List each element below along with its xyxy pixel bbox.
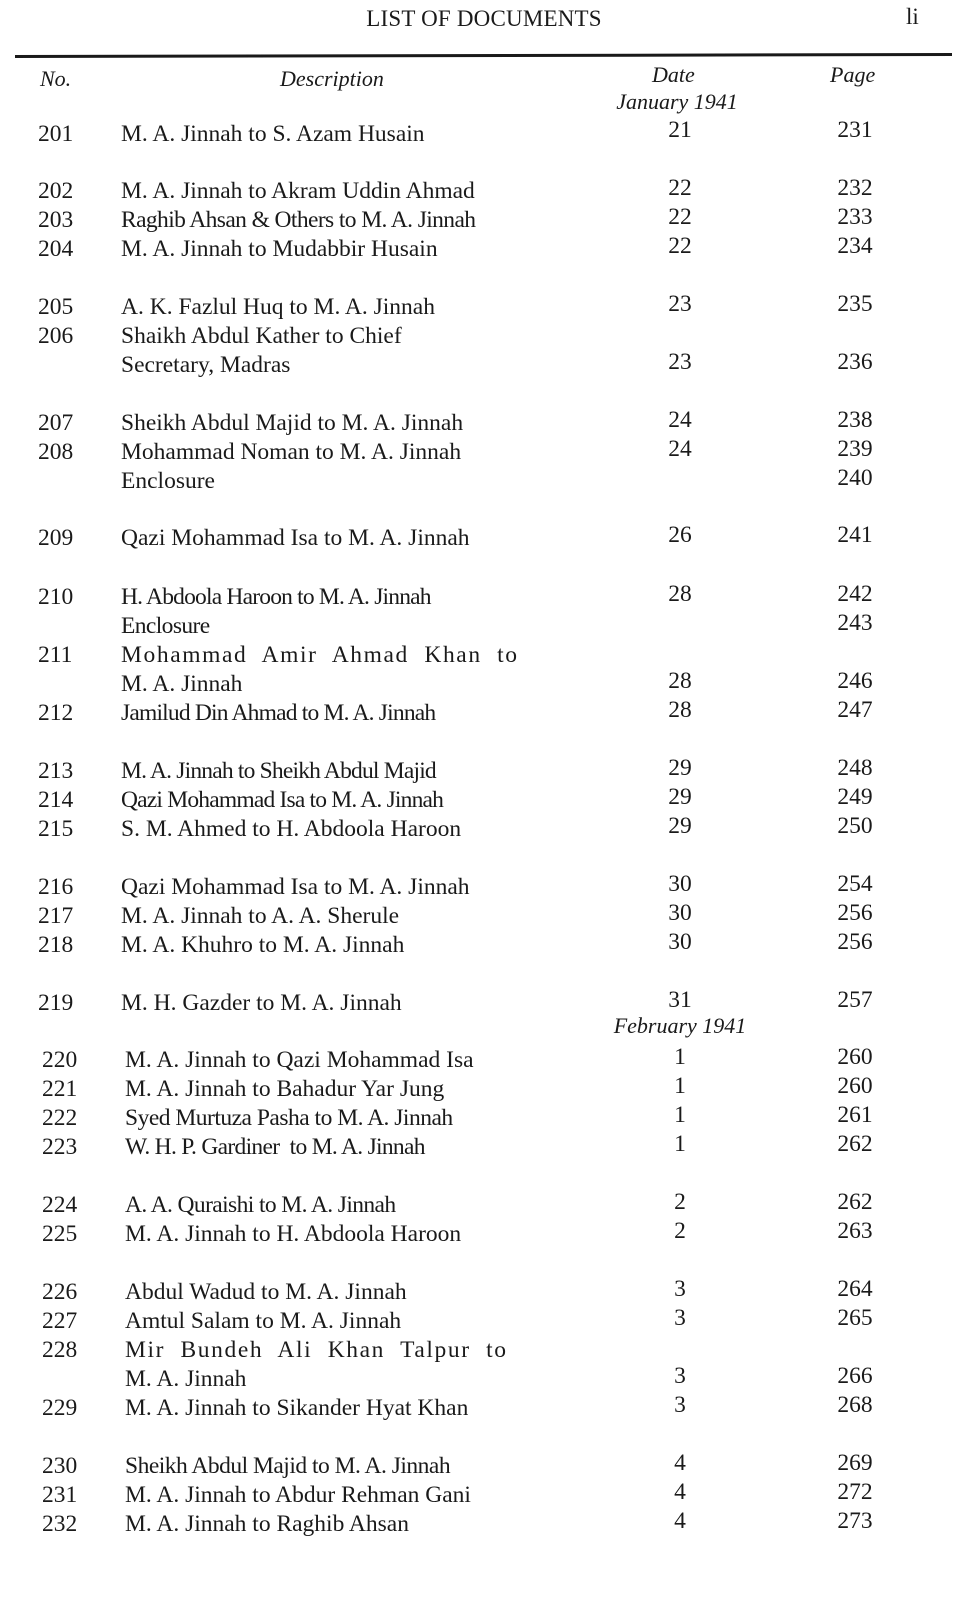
table-row bbox=[0, 233, 968, 266]
doc-date: 28 bbox=[668, 668, 692, 694]
doc-date: 24 bbox=[668, 407, 692, 433]
doc-date: 30 bbox=[668, 929, 692, 955]
enclosure-label: Enclosure bbox=[121, 613, 210, 639]
doc-number: 232 bbox=[42, 1511, 78, 1537]
column-header-no: No. bbox=[40, 66, 72, 91]
doc-description: M. A. Jinnah to Abdur Rehman Gani bbox=[125, 1482, 471, 1508]
doc-number: 227 bbox=[42, 1308, 78, 1334]
table-row bbox=[0, 697, 968, 730]
doc-date: 23 bbox=[668, 291, 692, 317]
doc-description: S. M. Ahmed to H. Abdoola Haroon bbox=[121, 816, 462, 842]
doc-page: 250 bbox=[837, 813, 873, 839]
doc-page: 263 bbox=[837, 1218, 873, 1244]
doc-number: 208 bbox=[38, 439, 74, 465]
doc-number: 218 bbox=[38, 932, 74, 958]
doc-number: 221 bbox=[42, 1076, 78, 1102]
doc-page: 232 bbox=[837, 175, 873, 201]
doc-page: 248 bbox=[837, 755, 873, 781]
enclosure-label: Enclosure bbox=[121, 468, 215, 494]
doc-number: 226 bbox=[42, 1279, 78, 1305]
doc-number: 228 bbox=[42, 1337, 78, 1363]
doc-date: 22 bbox=[668, 233, 692, 259]
doc-description: M. A. Jinnah to A. A. Sherule bbox=[121, 903, 400, 929]
doc-page: 256 bbox=[837, 929, 873, 955]
doc-date: 30 bbox=[668, 871, 692, 897]
doc-page: 235 bbox=[837, 291, 873, 317]
table-row bbox=[0, 1508, 968, 1541]
enclosure-row bbox=[0, 465, 968, 498]
doc-description: W. H. P. Gardiner to M. A. Jinnah bbox=[125, 1134, 425, 1160]
doc-date: 21 bbox=[668, 117, 692, 143]
doc-date: 4 bbox=[674, 1508, 686, 1534]
doc-number: 206 bbox=[38, 323, 74, 349]
doc-description: Mohammad Noman to M. A. Jinnah bbox=[121, 439, 462, 465]
doc-date: 30 bbox=[668, 900, 692, 926]
table-row bbox=[0, 522, 968, 555]
table-row bbox=[0, 1305, 968, 1338]
doc-page: 249 bbox=[837, 784, 873, 810]
doc-number: 207 bbox=[38, 410, 74, 436]
month-heading-january: January 1941 bbox=[616, 89, 738, 114]
running-title: LIST OF DOCUMENTS bbox=[366, 6, 602, 31]
doc-description: Raghib Ahsan & Others to M. A. Jinnah bbox=[121, 207, 476, 233]
doc-date: 29 bbox=[668, 755, 692, 781]
doc-page: 268 bbox=[837, 1392, 873, 1418]
doc-description: M. H. Gazder to M. A. Jinnah bbox=[121, 990, 402, 1016]
doc-description-continued: Secretary, Madras bbox=[121, 352, 291, 378]
doc-page: 242 bbox=[837, 581, 873, 607]
table-row-continuation bbox=[0, 349, 968, 382]
table-row bbox=[0, 291, 968, 324]
doc-date: 3 bbox=[674, 1392, 686, 1418]
doc-date: 28 bbox=[668, 581, 692, 607]
header-rule bbox=[15, 53, 952, 58]
doc-page: 265 bbox=[837, 1305, 873, 1331]
column-header-page: Page bbox=[830, 62, 876, 87]
doc-page: 264 bbox=[837, 1276, 873, 1302]
doc-number: 211 bbox=[38, 642, 73, 668]
doc-page: 246 bbox=[837, 668, 873, 694]
doc-number: 202 bbox=[38, 178, 74, 204]
doc-page: 272 bbox=[837, 1479, 873, 1505]
doc-number: 212 bbox=[38, 700, 74, 726]
doc-description: M. A. Jinnah to H. Abdoola Haroon bbox=[125, 1221, 462, 1247]
doc-description: M. A. Jinnah to Akram Uddin Ahmad bbox=[121, 178, 475, 204]
doc-description: A. A. Quraishi to M. A. Jinnah bbox=[125, 1192, 396, 1218]
doc-page: 236 bbox=[837, 349, 873, 375]
doc-date: 1 bbox=[674, 1044, 686, 1070]
doc-page: 266 bbox=[837, 1363, 873, 1389]
doc-page: 239 bbox=[837, 436, 873, 462]
doc-number: 213 bbox=[38, 758, 74, 784]
doc-description: Mohammad Amir Ahmad Khan to bbox=[121, 642, 519, 668]
doc-page: 269 bbox=[837, 1450, 873, 1476]
doc-number: 224 bbox=[42, 1192, 78, 1218]
doc-number: 225 bbox=[42, 1221, 78, 1247]
doc-description: H. Abdoola Haroon to M. A. Jinnah bbox=[121, 584, 431, 610]
doc-description: A. K. Fazlul Huq to M. A. Jinnah bbox=[121, 294, 435, 320]
table-row bbox=[0, 987, 968, 1020]
doc-page: 261 bbox=[837, 1102, 873, 1128]
doc-description: M. A. Jinnah to Bahadur Yar Jung bbox=[125, 1076, 445, 1102]
enclosure-page: 240 bbox=[837, 465, 873, 491]
doc-page: 241 bbox=[837, 522, 873, 548]
doc-number: 215 bbox=[38, 816, 74, 842]
doc-description: Shaikh Abdul Kather to Chief bbox=[121, 323, 402, 349]
doc-date: 24 bbox=[668, 436, 692, 462]
column-header-description: Description bbox=[280, 66, 384, 91]
doc-number: 216 bbox=[38, 874, 74, 900]
doc-date: 3 bbox=[674, 1276, 686, 1302]
doc-number: 220 bbox=[42, 1047, 78, 1073]
doc-page: 260 bbox=[837, 1044, 873, 1070]
doc-page: 233 bbox=[837, 204, 873, 230]
doc-number: 214 bbox=[38, 787, 74, 813]
doc-description: Qazi Mohammad Isa to M. A. Jinnah bbox=[121, 787, 444, 813]
doc-number: 203 bbox=[38, 207, 74, 233]
doc-page: 262 bbox=[837, 1131, 873, 1157]
table-row bbox=[0, 929, 968, 962]
doc-description: M. A. Jinnah to S. Azam Husain bbox=[121, 121, 425, 147]
doc-date: 4 bbox=[674, 1479, 686, 1505]
doc-date: 3 bbox=[674, 1363, 686, 1389]
doc-date: 2 bbox=[674, 1218, 686, 1244]
doc-number: 209 bbox=[38, 525, 74, 551]
doc-description: Syed Murtuza Pasha to M. A. Jinnah bbox=[125, 1105, 453, 1131]
doc-number: 219 bbox=[38, 990, 74, 1016]
table-row bbox=[0, 1392, 968, 1425]
doc-date: 1 bbox=[674, 1102, 686, 1128]
doc-number: 231 bbox=[42, 1482, 78, 1508]
doc-date: 26 bbox=[668, 522, 692, 548]
doc-description: Sheikh Abdul Majid to M. A. Jinnah bbox=[125, 1453, 451, 1479]
doc-number: 222 bbox=[42, 1105, 78, 1131]
doc-number: 229 bbox=[42, 1395, 78, 1421]
doc-page: 260 bbox=[837, 1073, 873, 1099]
doc-description: M. A. Jinnah to Sikander Hyat Khan bbox=[125, 1395, 469, 1421]
page-folio: li bbox=[906, 4, 919, 29]
doc-number: 217 bbox=[38, 903, 74, 929]
doc-page: 238 bbox=[837, 407, 873, 433]
doc-page: 247 bbox=[837, 697, 873, 723]
table-row bbox=[0, 117, 968, 151]
doc-number: 223 bbox=[42, 1134, 78, 1160]
doc-date: 1 bbox=[674, 1073, 686, 1099]
doc-number: 230 bbox=[42, 1453, 78, 1479]
doc-date: 2 bbox=[674, 1189, 686, 1215]
doc-page: 273 bbox=[837, 1508, 873, 1534]
doc-number: 205 bbox=[38, 294, 74, 320]
doc-date: 3 bbox=[674, 1305, 686, 1331]
doc-number: 204 bbox=[38, 236, 74, 262]
doc-description: Qazi Mohammad Isa to M. A. Jinnah bbox=[121, 874, 470, 900]
column-header-date: Date bbox=[652, 62, 695, 87]
enclosure-page: 243 bbox=[837, 610, 873, 636]
doc-description: Amtul Salam to M. A. Jinnah bbox=[125, 1308, 402, 1334]
doc-description: Qazi Mohammad Isa to M. A. Jinnah bbox=[121, 525, 470, 551]
month-heading-february: February 1941 bbox=[613, 1013, 747, 1038]
doc-page: 256 bbox=[837, 900, 873, 926]
table-row bbox=[0, 813, 968, 846]
doc-description: M. A. Jinnah to Mudabbir Husain bbox=[121, 236, 438, 262]
doc-page: 254 bbox=[837, 871, 873, 897]
doc-description: Mir Bundeh Ali Khan Talpur to bbox=[125, 1337, 508, 1363]
doc-date: 23 bbox=[668, 349, 692, 375]
doc-date: 4 bbox=[674, 1450, 686, 1476]
doc-date: 28 bbox=[668, 697, 692, 723]
doc-description-continued: M. A. Jinnah bbox=[121, 671, 243, 697]
doc-page: 257 bbox=[837, 987, 873, 1013]
doc-description-continued: M. A. Jinnah bbox=[125, 1366, 247, 1392]
doc-number: 210 bbox=[38, 584, 74, 610]
doc-date: 29 bbox=[668, 813, 692, 839]
doc-description: M. A. Jinnah to Sheikh Abdul Majid bbox=[121, 758, 436, 784]
table-row bbox=[0, 1131, 968, 1164]
doc-description: M. A. Khuhro to M. A. Jinnah bbox=[121, 932, 405, 958]
doc-date: 29 bbox=[668, 784, 692, 810]
doc-description: Abdul Wadud to M. A. Jinnah bbox=[125, 1279, 407, 1305]
doc-page: 262 bbox=[837, 1189, 873, 1215]
doc-description: Jamilud Din Ahmad to M. A. Jinnah bbox=[121, 700, 436, 726]
doc-number: 201 bbox=[38, 121, 74, 147]
doc-date: 31 bbox=[668, 987, 692, 1013]
doc-page: 231 bbox=[837, 117, 873, 143]
doc-page: 234 bbox=[837, 233, 873, 259]
table-row bbox=[0, 1218, 968, 1251]
doc-date: 1 bbox=[674, 1131, 686, 1157]
doc-date: 22 bbox=[668, 204, 692, 230]
doc-description: Sheikh Abdul Majid to M. A. Jinnah bbox=[121, 410, 464, 436]
doc-date: 22 bbox=[668, 175, 692, 201]
doc-description: M. A. Jinnah to Qazi Mohammad Isa bbox=[125, 1047, 474, 1073]
doc-description: M. A. Jinnah to Raghib Ahsan bbox=[125, 1511, 409, 1537]
enclosure-row bbox=[0, 610, 968, 643]
